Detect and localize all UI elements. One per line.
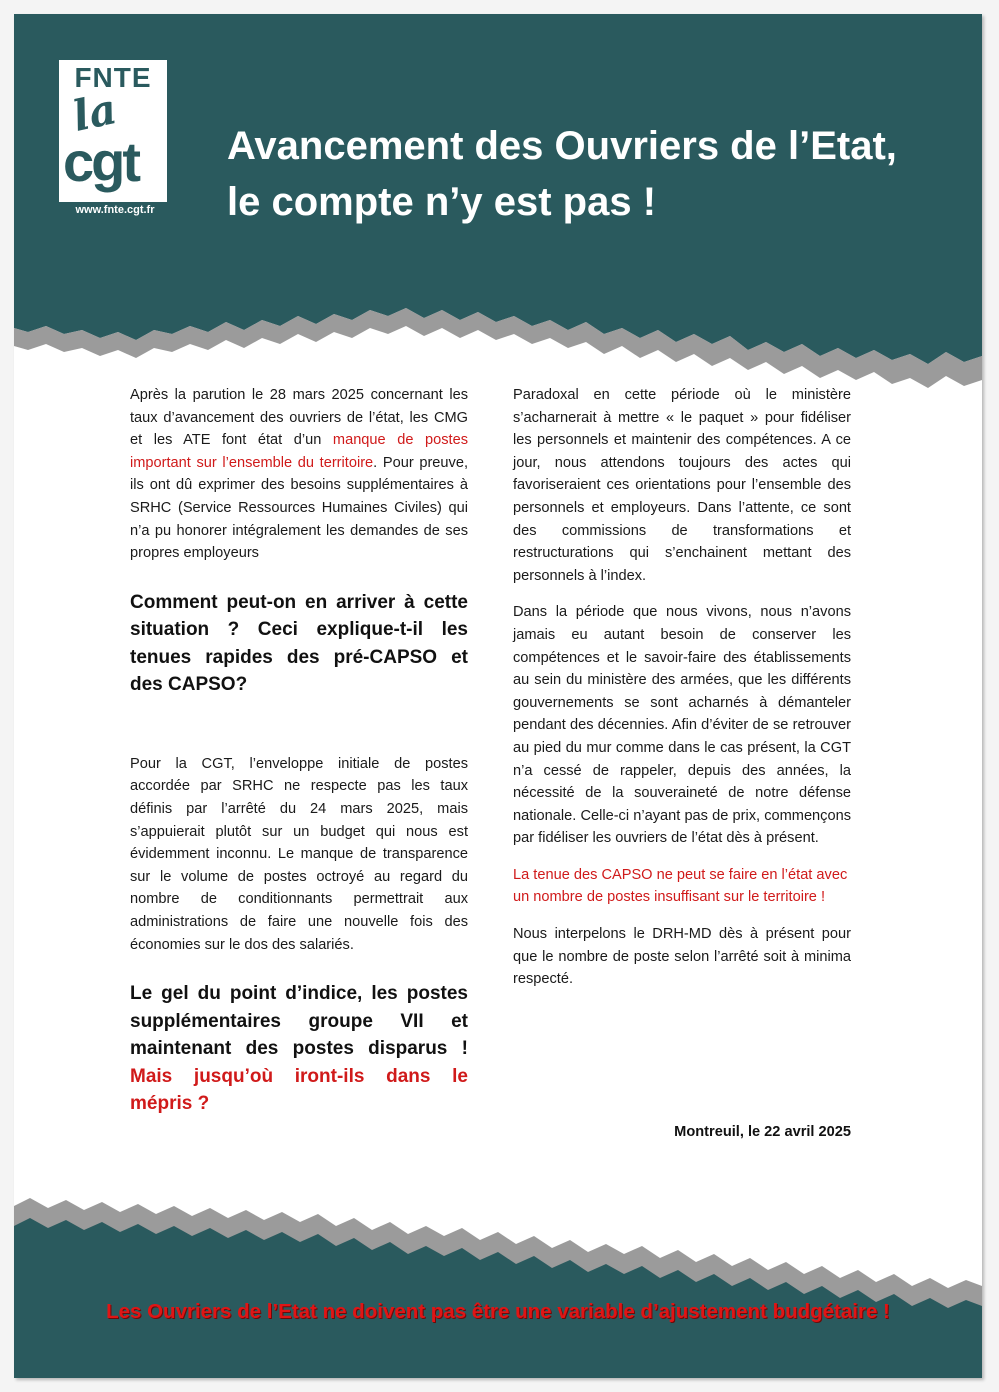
right-paragraph-2: Dans la période que nous vivons, nous n’avons jamais eu autant besoin de conserver les compétences et le savoir-faire des établissements au sein du ministère des armées, que les différents gouvernements se sont acharnés à démanteler pendant des décennies. Afin d’éviter de se retrouver au pied du mur comme dans le cas présent, la CGT n’a cessé de rappeler, depuis des années, la nécessité de la souveraineté de notre défense nationale. Celle-ci n’ayant pas de prix, commençons par fidéliser les ouvriers de l’état dès à présent. xyxy=(513,604,851,847)
left-p1-text: Après la parution le 28 mars 2025 concernant les taux d’avancement des ouvriers de l’état, les CMG et les ATE font état d’un xyxy=(130,387,468,449)
left-heading-2-red: Mais jusqu’où iront-ils dans le mépris ? xyxy=(130,1065,468,1115)
left-p1-highlight: manque de postes important sur l’ensemble du territoire xyxy=(130,432,468,471)
logo-fnte-text: FNTE xyxy=(74,62,152,93)
left-p1-end: . Pour preuve, ils ont dû exprimer des besoins supplémentaires à SRHC (Service Ressources Humaines Civiles) qui n’a pu honorer intégralement les demandes de ses propres employeurs xyxy=(130,454,469,562)
right-paragraph-1: Paradoxal en cette période où le ministère s’acharnerait à mettre « le paquet » pour fidéliser les personnels et maintenir des compétences. A ce jour, nous attendons toujours des actes qui favoriseraient ces orientations pour l’ensemble des personnels et employeurs. Dans l’attente, ce sont des commissions de transformations et restructurations qui s’enchainent mettant des personnels à l’index. xyxy=(513,387,851,584)
title-line-2: le compte n’y est pas ! xyxy=(227,180,657,224)
fnte-cgt-logo xyxy=(59,60,167,202)
footer-slogan: Les Ouvriers de l’Etat ne doivent pas être une variable d’ajustement budgétaire ! xyxy=(106,1300,890,1323)
left-paragraph-1 xyxy=(130,384,468,565)
right-paragraph-4: Nous interpelons le DRH-MD dès à présent pour que le nombre de poste selon l’arrêté soit à minima respecté. xyxy=(513,926,851,988)
page-title xyxy=(227,118,967,230)
right-paragraph-3-red: La tenue des CAPSO ne peut se faire en l’état avec un nombre de postes insuffisant sur le territoire ! xyxy=(513,866,848,906)
right-column xyxy=(513,384,851,991)
left-paragraph-2: Pour la CGT, l’enveloppe initiale de postes accordée par SRHC ne respecte pas les taux définis par l’arrêté du 24 mars 2025, mais s’appuierait plutôt sur un budget qui nous est évidemment inconnu. Le manque de transparence sur le volume de postes octroyé au regard du nombre de conditionnants permettrait aux administrations de faire une nouvelle fois des économies sur le dos des salariés. xyxy=(130,755,468,953)
left-heading-2 xyxy=(130,980,468,1118)
logo-la-text: la xyxy=(68,84,121,141)
left-heading-1: Comment peut-on en arriver à cette situation ? Ceci explique-t-il les tenues rapides des pré-CAPSO et des CAPSO? xyxy=(130,591,468,696)
left-heading-2-text: Le gel du point d’indice, les postes supplémentaires groupe VII et maintenant des postes disparus ! xyxy=(130,983,468,1060)
leaflet-page xyxy=(14,14,982,1378)
left-column xyxy=(130,384,468,1118)
footer-torn-band xyxy=(14,1174,982,1378)
logo-cgt-text: cgt xyxy=(63,130,138,193)
title-line-1: Avancement des Ouvriers de l’Etat, xyxy=(227,124,897,168)
signature-date: Montreuil, le 22 avril 2025 xyxy=(674,1124,851,1140)
website-url[interactable]: www.fnte.cgt.fr xyxy=(75,204,155,216)
